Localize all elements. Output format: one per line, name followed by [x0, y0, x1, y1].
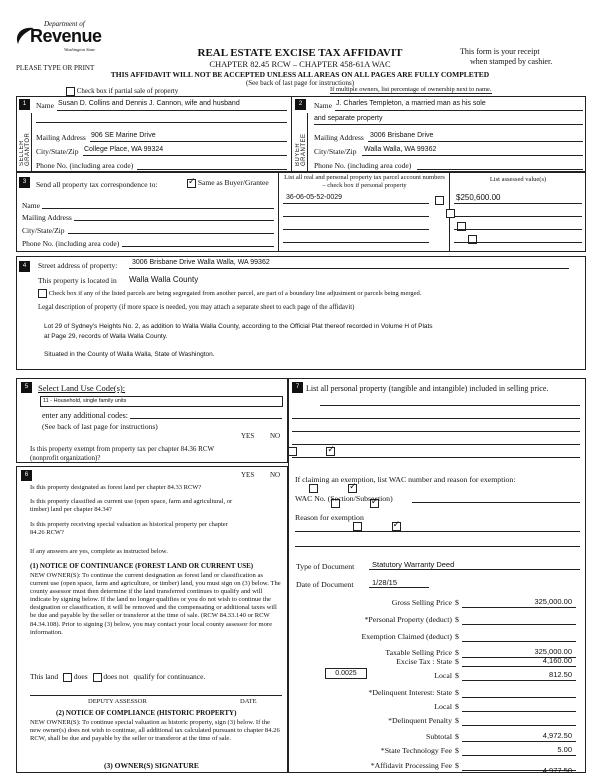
- doc-date-value[interactable]: 1/28/15: [372, 578, 398, 587]
- tax-row-label: Excise Tax : State: [396, 657, 452, 666]
- tax-row-underline: [462, 624, 576, 625]
- logo-sub-text: Washington State: [64, 47, 96, 52]
- notice-continuance-body: NEW OWNER(S): To continue the current designation as forest land or classification as current use (open space, farm and agriculture, or timber) land, you must sign on (3) below. The county assessor must then determine if the land transferred continues to qualify and will indicate by signing below. If the land no longer qualifies or you do not wish to continue the designation or classification, it will be removed and the compensating or additional taxes will be due and payable by the seller or transferor at the time of sale. (RCW 84.33.140 or RCW 84.34.108). Prior to signing (3) below, you may contact your local county assessor for more information.: [30, 572, 281, 636]
- form-warning: THIS AFFIDAVIT WILL NOT BE ACCEPTED UNLESS ALL AREAS ON ALL PAGES ARE FULLY COMPLETED: [110, 70, 490, 79]
- segregated-label: Check box if any of the listed parcels are being segregated from another parcel, are part of a boundary line adjustment or parcels being merged.: [48, 289, 422, 297]
- seller-address-value[interactable]: 906 SE Marine Drive: [91, 132, 156, 139]
- section-2-badge: 2: [295, 99, 306, 110]
- tax-row-dollar-sign: $: [455, 615, 459, 624]
- tax-row-dollar-sign: $: [455, 746, 459, 755]
- buyer-address-value[interactable]: 3006 Brisbane Drive: [370, 132, 434, 139]
- buyer-phone-label: Phone No. (including area code): [314, 161, 412, 170]
- tax-row-label: Local: [434, 671, 452, 680]
- buyer-name-value[interactable]: J. Charles Templeton, a married man as his sole: [336, 100, 486, 107]
- s5-yes-header: YES: [241, 432, 255, 440]
- tax-row-dollar-sign: $: [455, 732, 459, 741]
- personal-property-label: List all personal property (tangible and intangible) included in selling price.: [306, 384, 549, 393]
- tax-row-dollar-sign: $: [455, 761, 459, 770]
- tax-row-label: Taxable Selling Price: [385, 648, 452, 657]
- buyer-side-label: BUYER GRANTEE: [295, 133, 307, 166]
- tax-row-label: *State Technology Fee: [380, 746, 452, 755]
- street-address-value[interactable]: 3006 Brisbane Drive Walla Walla, WA 99362: [132, 259, 270, 266]
- cut-off-total-value: 4,977.50: [542, 766, 572, 773]
- parcel-number-value[interactable]: 36-06-05-52-0029: [286, 194, 343, 201]
- located-in-label: This property is located in: [38, 276, 117, 285]
- s5-no-header: NO: [270, 432, 281, 440]
- additional-codes-label: enter any additional codes:: [42, 411, 128, 420]
- s3-address-label: Mailing Address: [22, 213, 72, 222]
- tax-row-underline: [462, 607, 576, 608]
- section-1-badge: 1: [19, 99, 30, 110]
- doc-date-label: Date of Document: [296, 580, 354, 589]
- tax-row-label: *Delinquent Interest: State: [368, 688, 452, 697]
- tax-row-label: Gross Selling Price: [391, 598, 452, 607]
- seller-side-label: SELLER GRANTOR: [19, 132, 31, 166]
- tax-row-dollar-sign: $: [455, 688, 459, 697]
- tax-row-underline: [462, 711, 576, 712]
- tax-row-value[interactable]: 325,000.00: [534, 647, 572, 656]
- owner-signature-title: (3) OWNER(S) SIGNATURE: [104, 761, 199, 770]
- s6-no-header: NO: [270, 471, 281, 479]
- deputy-assessor-label: DEPUTY ASSESSOR: [88, 698, 147, 705]
- tax-row-dollar-sign: $: [455, 702, 459, 711]
- please-type-label: PLEASE TYPE OR PRINT: [16, 64, 95, 72]
- send-correspondence-label: Send all property tax correspondence to:: [36, 180, 158, 189]
- street-address-label: Street address of property:: [38, 261, 118, 270]
- buyer-address-label: Mailing Address: [314, 133, 364, 142]
- assessed-header: List assessed value(s): [489, 176, 547, 183]
- land-use-value: 11 - Household, single family units: [43, 398, 127, 404]
- tax-row-label: *Delinquent Penalty: [388, 716, 452, 725]
- tax-row-underline: [462, 741, 576, 742]
- does-not-checkbox[interactable]: [93, 673, 102, 682]
- same-as-buyer-checkbox[interactable]: [187, 179, 196, 188]
- forest-land-question: Is this property designated as forest land per chapter 84.33 RCW?: [30, 484, 202, 491]
- notice-compliance-title: (2) NOTICE OF COMPLIANCE (HISTORIC PROPERTY): [56, 709, 237, 717]
- seller-name-value[interactable]: Susan D. Collins and Dennis J. Cannon, wife and husband: [58, 100, 240, 107]
- tax-row-label: Subtotal: [426, 732, 452, 741]
- legal-description-line-3[interactable]: Situated in the County of Walla Walla, State of Washington.: [44, 351, 215, 358]
- receipt-note-2: when stamped by cashier.: [470, 57, 553, 66]
- revenue-logo: [14, 18, 114, 62]
- tax-row-underline: [462, 666, 576, 667]
- seller-phone-label: Phone No. (including area code): [36, 161, 134, 170]
- wac-label: WAC No. (Section/Subsection): [295, 494, 393, 503]
- tax-row-dollar-sign: $: [455, 648, 459, 657]
- does-checkbox[interactable]: [63, 673, 72, 682]
- legal-description-line-2[interactable]: at Page 29, records of Walla Walla County.: [44, 333, 168, 340]
- logo-top-text: Department of: [44, 20, 85, 28]
- does-label: does: [73, 672, 88, 681]
- section-3-badge: 3: [19, 177, 30, 188]
- qualify-label: qualify for continuance.: [133, 672, 206, 681]
- s6-yes-header: YES: [241, 471, 255, 479]
- doc-type-value[interactable]: Statutory Warranty Deed: [372, 560, 455, 569]
- s3-name-label: Name: [22, 201, 40, 210]
- tax-row-label: *Personal Property (deduct): [364, 615, 452, 624]
- legal-description-line-1[interactable]: Lot 29 of Sydney's Heights No. 2, as addition to Walla Walla County, according to the Official Plat thereof recorded in Volume H of Plats: [44, 323, 433, 330]
- continuance-row: [30, 672, 205, 682]
- local-rate-value: 0.0025: [335, 670, 357, 677]
- land-use-select[interactable]: [40, 396, 283, 407]
- see-back-note: (See back of last page for instructions): [245, 79, 355, 87]
- same-as-buyer-label: Same as Buyer/Grantee: [197, 178, 269, 187]
- tax-row-label: *Affidavit Processing Fee: [370, 761, 452, 770]
- tax-row-underline: [462, 641, 576, 642]
- notice-continuance-title: (1) NOTICE OF CONTINUANCE (FOREST LAND OR CURRENT USE): [30, 562, 254, 570]
- form-chapter: CHAPTER 82.45 RCW – CHAPTER 458-61A WAC: [209, 59, 391, 69]
- same-as-buyer-option[interactable]: [187, 178, 269, 188]
- s5-see-back: (See back of last page for instructions): [42, 422, 158, 431]
- form-title: REAL ESTATE EXCISE TAX AFFIDAVIT: [197, 47, 403, 59]
- partial-sale-checkbox[interactable]: [66, 87, 75, 96]
- tax-row-dollar-sign: $: [455, 598, 459, 607]
- tax-row-value[interactable]: 325,000.00: [534, 597, 572, 606]
- partial-sale-option[interactable]: [66, 87, 178, 96]
- section-4-badge: 4: [19, 261, 30, 272]
- located-in-value[interactable]: Walla Walla County: [129, 275, 199, 284]
- multiple-owners-note: If multiple owners, list percentage of ownership next to name.: [330, 86, 492, 93]
- segregated-option[interactable]: [38, 289, 421, 298]
- notice-compliance-body: NEW OWNER(S): To continue special valuation as historic property, sign (3) below. If the new owner(s) does not wish to continue, all additional tax calculated pursuant to chapter 84.26 RCW, shall be due and payable by the seller or transferor at the time of sale.: [30, 719, 280, 743]
- tax-row-underline: [462, 755, 576, 756]
- section-6-badge: 6: [21, 470, 32, 481]
- seller-name-label: Name: [36, 101, 54, 110]
- land-use-label: Select Land Use Code(s):: [38, 383, 126, 393]
- tax-row-dollar-sign: $: [455, 657, 459, 666]
- tax-row-dollar-sign: $: [455, 632, 459, 641]
- tax-row-underline: [462, 697, 576, 698]
- this-land-label: This land: [30, 672, 59, 681]
- section-7-badge: 7: [292, 382, 303, 393]
- seller-address-label: Mailing Address: [36, 133, 86, 142]
- historic-question: Is this property receiving special valuation as historical property per chapter 84.26 RCW?: [30, 521, 228, 536]
- buyer-city-label: City/State/Zip: [314, 147, 357, 156]
- partial-sale-label: Check box if partial sale of property: [76, 87, 179, 96]
- tax-row-label: Local: [434, 702, 452, 711]
- section-7-box: [288, 378, 586, 773]
- section-5-badge: 5: [21, 382, 32, 393]
- s3-phone-label: Phone No. (including area code): [22, 239, 120, 248]
- receipt-note-1: This form is your receipt: [460, 47, 540, 56]
- if-yes-note: If any answers are yes, complete as instructed below.: [30, 548, 168, 555]
- tax-row-value[interactable]: 4,972.50: [542, 731, 572, 740]
- exemption-label: If claiming an exemption, list WAC number and reason for exemption:: [295, 475, 516, 484]
- seller-city-label: City/State/Zip: [36, 147, 79, 156]
- tax-row-label: Exemption Claimed (deduct): [361, 632, 452, 641]
- tax-row-value[interactable]: 5.00: [557, 745, 572, 754]
- tax-row-underline: [462, 680, 576, 681]
- does-not-label: does not: [103, 672, 129, 681]
- buyer-city-value[interactable]: Walla Walla, WA 99362: [364, 146, 437, 153]
- parcel-1-personal-checkbox[interactable]: [435, 196, 444, 205]
- tax-row-value[interactable]: 4,160.00: [542, 656, 572, 665]
- buyer-name-value-2[interactable]: and separate property: [314, 115, 383, 122]
- buyer-name-label: Name: [314, 101, 332, 110]
- doc-type-label: Type of Document: [296, 562, 355, 571]
- tax-row-dollar-sign: $: [455, 716, 459, 725]
- logo-main-text: Revenue: [30, 26, 102, 46]
- current-use-question: Is this property classified as current use (open space, farm and agricultural, or timber) land per chapter 84.34?: [30, 498, 233, 513]
- local-rate-input[interactable]: [325, 668, 367, 679]
- reason-label: Reason for exemption: [295, 513, 364, 522]
- tax-row-value[interactable]: 812.50: [549, 670, 572, 679]
- tax-row-underline: [462, 725, 576, 726]
- tax-row-dollar-sign: $: [455, 671, 459, 680]
- deputy-date-label: DATE: [240, 698, 257, 705]
- seller-city-value[interactable]: College Place, WA 99324: [84, 146, 164, 153]
- exempt-question: Is this property exempt from property tax per chapter 84.36 RCW (nonprofit organization)?: [30, 445, 214, 462]
- legal-description-label: Legal description of property (if more space is needed, you may attach a separate sheet to each page of the affidavit): [38, 304, 355, 311]
- segregated-checkbox[interactable]: [38, 289, 47, 298]
- s3-city-label: City/State/Zip: [22, 226, 65, 235]
- parcel-header: List all real and personal property tax parcel account numbers – check box if personal property: [284, 174, 445, 189]
- assessed-value[interactable]: $250,600.00: [456, 193, 501, 202]
